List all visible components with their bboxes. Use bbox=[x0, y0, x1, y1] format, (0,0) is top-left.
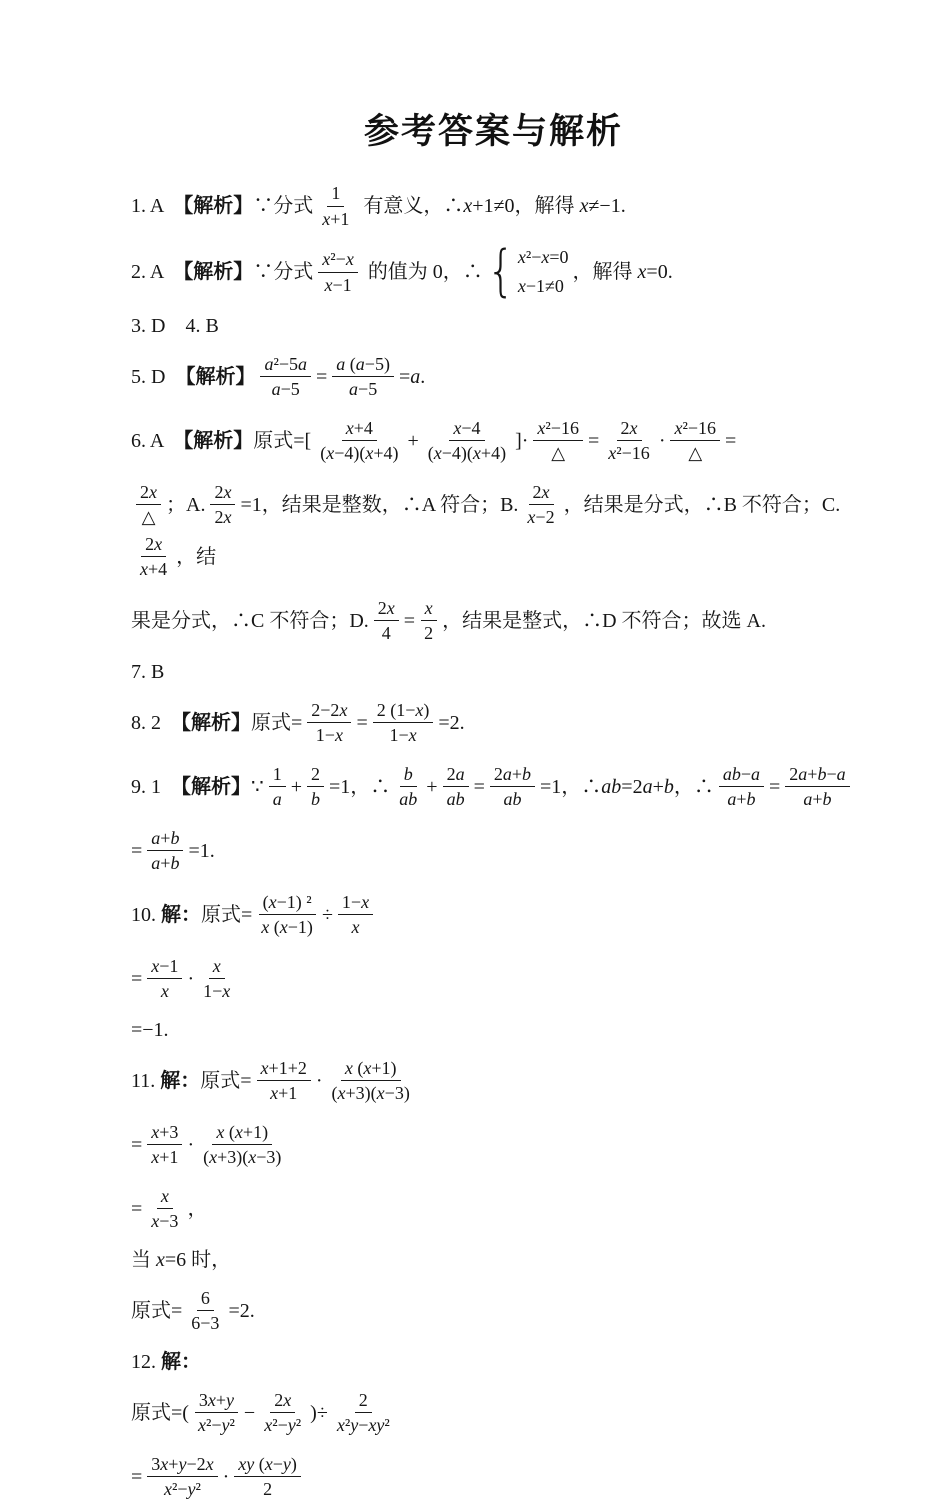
text-run: ]· bbox=[515, 429, 529, 452]
fraction bbox=[533, 417, 583, 465]
fraction-numerator: x bbox=[421, 597, 437, 622]
fraction-denominator: 1−x bbox=[389, 725, 417, 746]
fraction-numerator: 2x bbox=[374, 597, 399, 622]
math-line bbox=[131, 953, 856, 1005]
text-run: · bbox=[658, 429, 666, 452]
fraction-denominator: (x+3)(x−3) bbox=[331, 1083, 410, 1104]
fraction bbox=[490, 763, 535, 811]
fraction bbox=[147, 827, 183, 875]
fraction-denominator: (x−4)(x+4) bbox=[320, 443, 399, 464]
fraction bbox=[785, 763, 849, 811]
text-run: + bbox=[407, 429, 419, 452]
fraction-numerator: 2−2x bbox=[307, 699, 351, 724]
fraction-denominator: 2x bbox=[214, 507, 232, 528]
fraction bbox=[257, 891, 317, 939]
fraction-denominator: 6−3 bbox=[191, 1313, 220, 1334]
fraction-denominator: ab bbox=[446, 789, 465, 810]
text-run: 解： bbox=[161, 1350, 201, 1373]
fraction bbox=[333, 1389, 394, 1437]
fraction-denominator: △ bbox=[551, 443, 566, 464]
text-run: · bbox=[222, 1465, 230, 1488]
fraction-numerator: a²−5a bbox=[260, 353, 311, 378]
fraction bbox=[316, 417, 402, 465]
fraction-denominator: x (x−1) bbox=[261, 917, 313, 938]
case-row: x−1≠0 bbox=[517, 276, 564, 297]
text-run: 原式= bbox=[200, 1069, 252, 1092]
fraction-numerator: a (a−5) bbox=[332, 353, 394, 378]
fraction bbox=[318, 248, 358, 296]
fraction bbox=[318, 182, 353, 230]
fraction bbox=[136, 481, 161, 529]
math-line bbox=[131, 1183, 856, 1235]
fraction-denominator: x+4 bbox=[140, 559, 168, 580]
fraction-numerator: x (x+1) bbox=[212, 1121, 272, 1146]
text-run: = bbox=[131, 967, 143, 990]
fraction bbox=[328, 1057, 414, 1105]
text-run: · bbox=[187, 1133, 195, 1156]
fraction-denominator: a bbox=[272, 789, 282, 810]
text-run: ；A. bbox=[166, 493, 206, 516]
math-line bbox=[131, 1451, 856, 1503]
fraction-numerator: x (x+1) bbox=[341, 1057, 401, 1082]
fraction-denominator: 1−x bbox=[203, 981, 231, 1002]
fraction bbox=[523, 481, 558, 529]
text-run: 原式=( bbox=[131, 1401, 189, 1424]
fraction-numerator: xy (x−y) bbox=[234, 1453, 301, 1478]
fraction-denominator: (x−4)(x+4) bbox=[427, 443, 507, 464]
fraction-numerator: 2 bbox=[355, 1389, 372, 1414]
fraction-numerator: ab−a bbox=[719, 763, 764, 788]
fraction bbox=[147, 955, 182, 1003]
text-run: 【解析】 bbox=[173, 261, 254, 284]
math-line bbox=[131, 1285, 856, 1337]
fraction-numerator: a+b bbox=[147, 827, 183, 852]
equation-system-rows bbox=[518, 246, 569, 299]
text-run: 原式= bbox=[201, 903, 253, 926]
fraction-numerator: x−1 bbox=[147, 955, 182, 980]
fraction-denominator: 1−x bbox=[315, 725, 343, 746]
fraction bbox=[147, 1121, 182, 1169]
fraction-numerator: 3x+y−2x bbox=[147, 1453, 217, 1478]
fraction-denominator: x+1 bbox=[270, 1083, 298, 1104]
text-run: 原式= bbox=[251, 711, 303, 734]
text-run: =1，∴ bbox=[329, 775, 391, 798]
fraction-denominator: x−2 bbox=[527, 507, 555, 528]
fraction-numerator: b bbox=[400, 763, 417, 788]
math-line bbox=[131, 1055, 856, 1107]
fraction-denominator: a−5 bbox=[349, 379, 378, 400]
text-run: =1，∴ab=2a+b，∴ bbox=[540, 775, 714, 798]
fraction-numerator: 2x bbox=[136, 481, 161, 506]
fraction-denominator: a+b bbox=[803, 789, 832, 810]
text-run: 2. A bbox=[131, 261, 174, 284]
text-run: 解： bbox=[160, 1069, 201, 1092]
text-run: = bbox=[473, 775, 485, 798]
fraction-denominator: x²−16 bbox=[608, 443, 650, 464]
fraction-numerator: x²−16 bbox=[670, 417, 720, 442]
fraction-denominator: ab bbox=[399, 789, 418, 810]
fraction-denominator: x+1 bbox=[322, 208, 350, 229]
fraction-denominator: a+b bbox=[727, 789, 756, 810]
text-run: 9. 1 bbox=[131, 775, 171, 798]
text-run: = bbox=[356, 711, 368, 734]
fraction-numerator: x−4 bbox=[449, 417, 484, 442]
fraction-denominator: x bbox=[351, 917, 360, 938]
math-line bbox=[131, 180, 856, 232]
fraction bbox=[332, 353, 394, 401]
math-line bbox=[131, 1119, 856, 1171]
fraction bbox=[373, 699, 434, 747]
math-line bbox=[131, 1247, 856, 1273]
fraction-numerator: 2x bbox=[529, 481, 554, 506]
text-run: ∵分式 bbox=[253, 195, 314, 217]
fraction-denominator: x²−y² bbox=[264, 1415, 302, 1436]
text-run: ÷ bbox=[321, 903, 333, 926]
text-run: =2. bbox=[228, 1299, 255, 1322]
fraction bbox=[260, 1389, 305, 1437]
fraction-denominator: x−3 bbox=[151, 1211, 179, 1232]
fraction-denominator: 2 bbox=[263, 1479, 273, 1500]
text-run: = bbox=[587, 429, 600, 452]
text-run: 6. A bbox=[131, 429, 174, 452]
text-run: − bbox=[243, 1401, 256, 1424]
document-body bbox=[131, 180, 856, 1503]
fraction-numerator: 2a bbox=[443, 763, 469, 788]
text-run: 果是分式，∴C 不符合；D. bbox=[131, 609, 369, 632]
text-run: = bbox=[316, 365, 328, 388]
fraction bbox=[420, 597, 437, 645]
fraction-denominator: a+b bbox=[151, 853, 180, 874]
text-run: =1，结果是整数，∴A 符合；B. bbox=[240, 493, 519, 516]
fraction-denominator: x²−y² bbox=[163, 1479, 201, 1500]
fraction bbox=[719, 763, 764, 811]
fraction-denominator: x+1 bbox=[151, 1147, 179, 1168]
fraction bbox=[443, 763, 469, 811]
math-line bbox=[131, 889, 856, 941]
fraction-denominator: x²−y² bbox=[197, 1415, 235, 1436]
math-line bbox=[131, 1387, 856, 1439]
math-line bbox=[131, 761, 856, 813]
fraction-numerator: x+3 bbox=[147, 1121, 182, 1146]
fraction bbox=[257, 1057, 311, 1105]
math-line bbox=[131, 697, 856, 749]
text-run: 有意义，∴x+1≠0，解得 x≠−1. bbox=[358, 195, 626, 217]
math-line bbox=[131, 351, 856, 403]
text-run: + bbox=[426, 775, 438, 798]
text-run: 【解析】 bbox=[173, 195, 254, 217]
fraction bbox=[670, 417, 720, 465]
fraction-numerator: 2a+b−a bbox=[785, 763, 849, 788]
fraction-numerator: 2 bbox=[307, 763, 324, 788]
fraction-numerator: x bbox=[157, 1185, 173, 1210]
fraction-denominator: △ bbox=[688, 443, 703, 464]
text-run: = bbox=[769, 775, 781, 798]
text-run: 【解析】 bbox=[175, 365, 256, 388]
text-run: = bbox=[131, 839, 143, 862]
text-run: = bbox=[131, 1197, 143, 1220]
fraction bbox=[136, 533, 171, 581]
text-run: ， bbox=[187, 1197, 208, 1220]
fraction-denominator: x−1 bbox=[324, 274, 352, 295]
text-run: = bbox=[131, 1133, 143, 1156]
fraction-denominator: 4 bbox=[381, 623, 391, 644]
fraction-numerator: x+1+2 bbox=[257, 1057, 311, 1082]
text-run: · bbox=[315, 1069, 323, 1092]
fraction bbox=[307, 763, 324, 811]
fraction-numerator: 3x+y bbox=[195, 1389, 238, 1414]
fraction bbox=[424, 417, 510, 465]
text-run: )÷ bbox=[310, 1401, 328, 1424]
fraction bbox=[147, 1185, 182, 1233]
math-line bbox=[131, 1349, 856, 1375]
fraction-numerator: 1−x bbox=[338, 891, 373, 916]
text-run: 11. bbox=[131, 1069, 161, 1092]
fraction bbox=[260, 353, 311, 401]
fraction-numerator: 1 bbox=[327, 182, 344, 207]
math-line bbox=[131, 415, 856, 467]
fraction bbox=[269, 763, 286, 811]
fraction bbox=[210, 481, 235, 529]
text-run: ，解得 x=0. bbox=[572, 261, 673, 284]
text-run: 8. 2 bbox=[131, 711, 171, 734]
fraction bbox=[147, 1453, 217, 1501]
math-line bbox=[131, 479, 856, 583]
fraction-numerator: x bbox=[209, 955, 225, 980]
text-run: + bbox=[290, 775, 303, 798]
text-run: = bbox=[725, 429, 737, 452]
fraction bbox=[199, 1121, 285, 1169]
fraction-numerator: 2a+b bbox=[490, 763, 535, 788]
text-run: =2. bbox=[438, 711, 465, 734]
fraction bbox=[604, 417, 654, 465]
fraction bbox=[199, 955, 234, 1003]
text-run: · bbox=[187, 967, 195, 990]
math-line bbox=[131, 239, 856, 304]
page-title: 参考答案与解析 bbox=[363, 112, 623, 151]
text-run: =1. bbox=[188, 839, 215, 862]
fraction-numerator: 2 (1−x) bbox=[373, 699, 434, 724]
text-run: ，结果是整式，∴D 不符合；故选 A. bbox=[442, 609, 766, 632]
math-line bbox=[131, 659, 856, 685]
text-run: 原式=[ bbox=[253, 429, 312, 452]
text-run: 原式= bbox=[131, 1299, 183, 1322]
fraction-denominator: ab bbox=[503, 789, 522, 810]
text-run: 10. bbox=[131, 903, 161, 926]
fraction-denominator: x bbox=[160, 981, 169, 1002]
text-run: 的值为 0，∴ bbox=[362, 261, 483, 284]
text-run: 当 x=6 时， bbox=[131, 1248, 232, 1271]
math-line bbox=[131, 313, 856, 339]
text-run: =a. bbox=[398, 365, 426, 388]
text-run: 1. A bbox=[131, 195, 174, 217]
fraction-numerator: 2x bbox=[617, 417, 642, 442]
fraction bbox=[338, 891, 373, 939]
text-run: = bbox=[403, 609, 416, 632]
text-run: = bbox=[131, 1465, 143, 1488]
left-brace-icon: { bbox=[486, 239, 515, 304]
text-run: 12. bbox=[131, 1350, 161, 1373]
fraction-denominator: 2 bbox=[424, 623, 434, 644]
text-run: ，结果是分式，∴B 不符合；C. bbox=[563, 493, 841, 516]
text-run: ∵分式 bbox=[253, 261, 314, 284]
text-run: 【解析】 bbox=[173, 429, 254, 452]
fraction bbox=[187, 1287, 223, 1335]
fraction bbox=[395, 763, 421, 811]
text-run: =−1. bbox=[131, 1018, 169, 1041]
fraction bbox=[234, 1453, 301, 1501]
text-run: 解： bbox=[161, 903, 201, 926]
equation-system bbox=[486, 239, 569, 304]
fraction-numerator: x²−16 bbox=[533, 417, 583, 442]
fraction-denominator: a−5 bbox=[271, 379, 300, 400]
math-line bbox=[131, 825, 856, 877]
fraction-numerator: 2x bbox=[141, 533, 166, 558]
fraction-numerator: x²−x bbox=[318, 248, 358, 273]
fraction-denominator: x²y−xy² bbox=[336, 1415, 390, 1436]
fraction-denominator: (x+3)(x−3) bbox=[203, 1147, 282, 1168]
text-run: 【解析】 bbox=[171, 711, 251, 734]
text-run: ，结 bbox=[176, 545, 217, 568]
fraction-numerator: 1 bbox=[269, 763, 286, 788]
text-run: 5. D bbox=[131, 365, 176, 388]
math-line bbox=[131, 595, 856, 647]
text-run: ∵ bbox=[251, 775, 264, 798]
fraction-denominator: △ bbox=[141, 507, 156, 528]
case-row: x²−x=0 bbox=[517, 247, 569, 267]
fraction-numerator: (x−1) ² bbox=[259, 891, 316, 916]
fraction bbox=[374, 597, 399, 645]
text-run: 3. D 4. B bbox=[131, 314, 219, 337]
text-run: 7. B bbox=[131, 660, 165, 683]
fraction-denominator: b bbox=[311, 789, 321, 810]
fraction-numerator: 6 bbox=[197, 1287, 214, 1312]
fraction-numerator: 2x bbox=[210, 481, 235, 506]
fraction bbox=[194, 1389, 239, 1437]
fraction-numerator: 2x bbox=[270, 1389, 295, 1414]
fraction-numerator: x+4 bbox=[342, 417, 377, 442]
text-run: 【解析】 bbox=[171, 775, 251, 798]
math-line bbox=[131, 1017, 856, 1043]
fraction bbox=[307, 699, 351, 747]
